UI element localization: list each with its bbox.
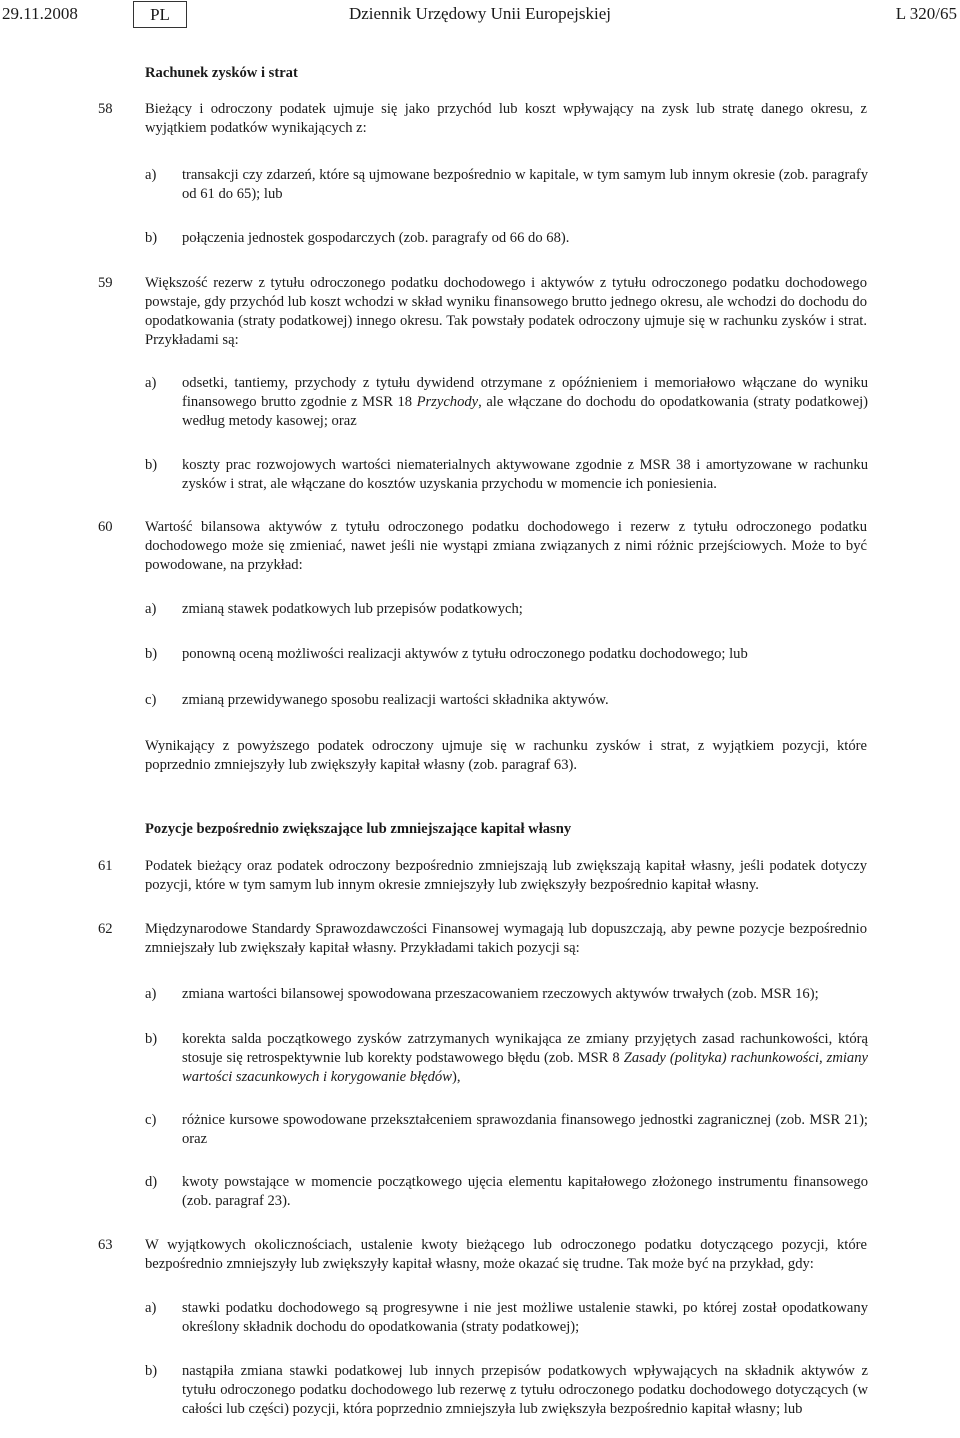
paragraph-text: Większość rezerw z tytułu odroczonego podatku dochodowego i aktywów z tytułu odroczonego podatku dochodowego powstaje, gdy przychód lub koszt wchodzi w skład wyniku finansowego brutto jednego okresu, ale wchodzi do dochodu do opodatkowania (straty podatkowej) innego okresu. Tak powstały podatek odroczony ujmuje się w rachunku zysków i strat. Przykładami są: (145, 275, 867, 348)
item-label: d) (145, 1174, 158, 1190)
item-text: zmianą stawek podatkowych lub przepisów podatkowych; (182, 601, 523, 617)
language-badge: PL (133, 1, 187, 28)
item-label: c) (145, 692, 157, 708)
italic-title: Przychody (416, 394, 479, 410)
section-heading-income-statement: Rachunek zysków i strat (145, 65, 298, 81)
paragraph-text: Wartość bilansowa aktywów z tytułu odroczonego podatku dochodowego i rezerw z tytułu odroczonego podatku dochodowego może się zmieniać, nawet jeśli nie wystąpi zmiana związanych z nimi różnic przejściowych. Może to być powodowane, na przykład: (145, 519, 867, 573)
item-text: zmiana wartości bilansowej spowodowana przeszacowaniem rzeczowych aktywów trwałych (zob. MSR 16); (182, 986, 819, 1002)
publication-date: 29.11.2008 (2, 4, 78, 23)
item-label: b) (145, 230, 158, 246)
item-text: odsetki, tantiemy, przychody z tytułu dywidend otrzymane z opóźnieniem i memoriałowo włączane do wyniku finansowego brutto zgodnie z MSR 18 Przychody, ale włączane do dochodu do opodatkowania (straty podatkowej) według metody kasowej; oraz (182, 375, 868, 429)
paragraph-number: 60 (98, 519, 113, 535)
paragraph-text: Międzynarodowe Standardy Sprawozdawczości Finansowej wymagają lub dopuszczają, aby pewne pozycje bezpośrednio zmniejszały lub zwiększały kapitał własny. Przykładami takich pozycji są: (145, 921, 867, 956)
item-text: różnice kursowe spowodowane przekształceniem sprawozdania finansowego jednostki zagranicznej (zob. MSR 21); oraz (182, 1112, 868, 1147)
paragraph-text: Bieżący i odroczony podatek ujmuje się jako przychód lub koszt wpływający na zysk lub stratę danego okresu, z wyjątkiem podatków wynikających z: (145, 101, 867, 136)
item-text: kwoty powstające w momencie początkowego ujęcia elementu kapitałowego złożonego instrumentu finansowego (zob. paragraf 23). (182, 1174, 868, 1209)
page-reference: L 320/65 (895, 4, 957, 23)
item-text: ponowną oceną możliwości realizacji aktywów z tytułu odroczonego podatku dochodowego; lub (182, 646, 748, 662)
item-label: b) (145, 457, 158, 473)
item-label: a) (145, 167, 157, 183)
section-heading-equity-items: Pozycje bezpośrednio zwiększające lub zmniejszające kapitał własny (145, 821, 572, 837)
item-text: transakcji czy zdarzeń, które są ujmowane bezpośrednio w kapitale, w tym samym lub innym okresie (zob. paragrafy od 61 do 65); lub (182, 167, 868, 202)
paragraph-number: 58 (98, 101, 113, 117)
item-text: stawki podatku dochodowego są progresywne i nie jest możliwe ustalenie stawki, po której został opodatkowany określony składnik dochodu do opodatkowania (straty podatkowej); (182, 1300, 868, 1335)
paragraph-60-closing: Wynikający z powyższego podatek odroczony ujmuje się w rachunku zysków i strat, z wyjątkiem pozycji, które poprzednio zmniejszyły lub zwiększyły kapitał własny (zob. paragraf 63). (145, 738, 867, 773)
italic-title: Zasady (polityka) rachunkowości, zmiany wartości szacunkowych i korygowanie błędów (182, 1050, 868, 1085)
item-text: koszty prac rozwojowych wartości niematerialnych aktywowane zgodnie z MSR 38 i amortyzowane w rachunku zysków i strat, ale włączane do kosztów uzyskania przychodu w momencie ich poniesienia. (182, 457, 868, 492)
item-label: b) (145, 1363, 158, 1379)
item-text: zmianą przewidywanego sposobu realizacji wartości składnika aktywów. (182, 692, 609, 708)
paragraph-text: Podatek bieżący oraz podatek odroczony bezpośrednio zmniejszają lub zwiększają kapitał własny, jeśli podatek dotyczy pozycji, które w tym samym lub innym okresie zmniejszyły lub zwiększyły bezpośrednio kapitał własny. (145, 858, 867, 893)
item-text: nastąpiła zmiana stawki podatkowej lub innych przepisów podatkowych wpływających na składnik aktywów z tytułu odroczonego podatku dochodowego lub rezerwę z tytułu odroczonego podatku dochodowego dotyczących (w całości lub części) pozycji, która poprzednio zmniejszyła lub zwiększyła bezpośrednio kapitał własny; lub (182, 1363, 868, 1417)
item-label: b) (145, 646, 158, 662)
paragraph-number: 63 (98, 1237, 113, 1253)
paragraph-number: 61 (98, 858, 113, 874)
page-header (0, 0, 960, 30)
paragraph-text: W wyjątkowych okolicznościach, ustalenie kwoty bieżącego lub odroczonego podatku dotyczącego pozycji, które bezpośrednio zmniejszyły lub zwiększyły kapitał własny, może okazać się trudne. Tak może być na przykład, gdy: (145, 1237, 867, 1272)
paragraph-number: 59 (98, 275, 113, 291)
paragraph-number: 62 (98, 921, 113, 937)
item-label: b) (145, 1031, 158, 1047)
item-label: a) (145, 1300, 157, 1316)
item-text: korekta salda początkowego zysków zatrzymanych wynikająca ze zmiany przyjętych zasad rachunkowości, którą stosuje się retrospektywnie lub korekty podstawowego błędu (zob. MSR 8 Zasady (polityka) rachunkowości, zmiany wartości szacunkowych i korygowanie błędów), (182, 1031, 868, 1085)
item-text: połączenia jednostek gospodarczych (zob. paragrafy od 66 do 68). (182, 230, 570, 246)
item-label: c) (145, 1112, 157, 1128)
item-label: a) (145, 986, 157, 1002)
item-label: a) (145, 375, 157, 391)
journal-title: Dziennik Urzędowy Unii Europejskiej (348, 4, 611, 23)
item-label: a) (145, 601, 157, 617)
